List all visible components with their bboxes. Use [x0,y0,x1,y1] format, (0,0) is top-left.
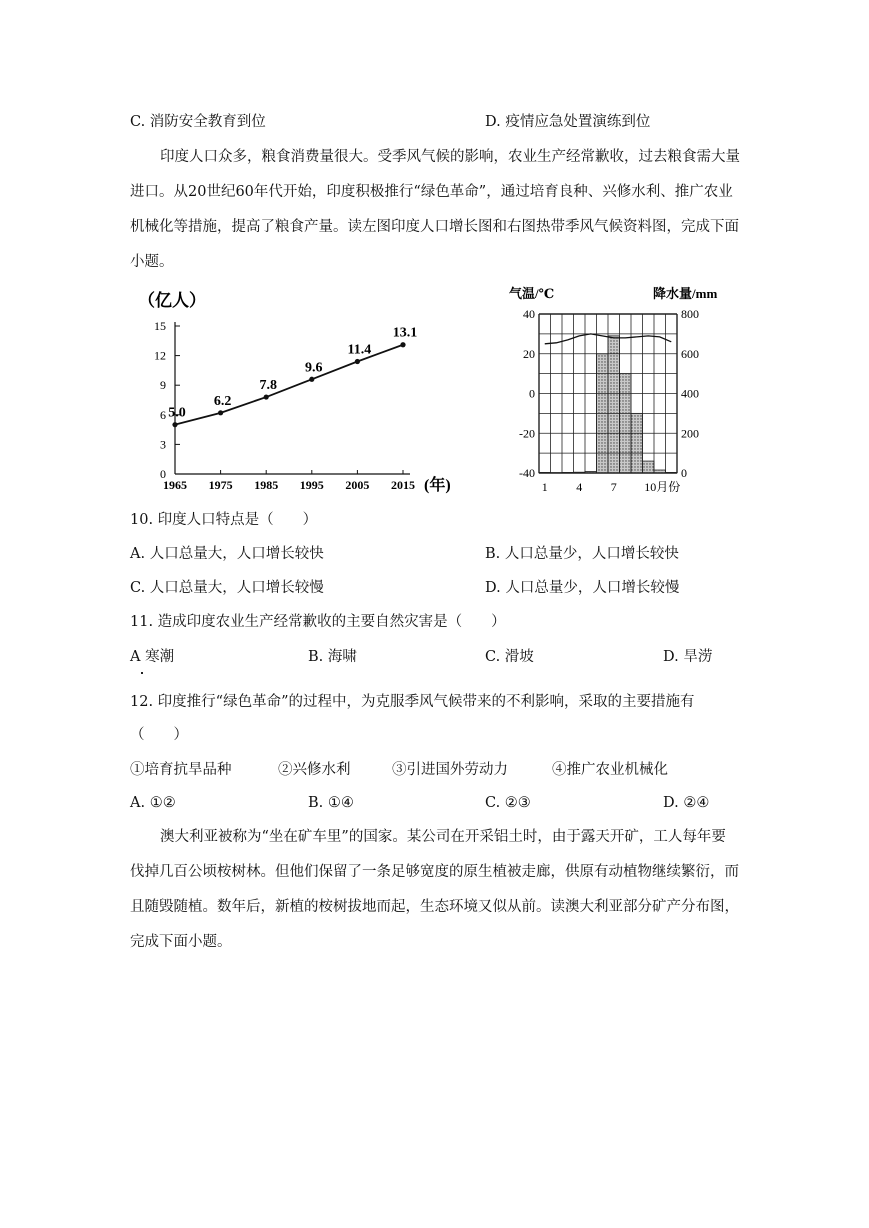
x-tick-label: 7 [610,480,617,494]
y-tick-label: 15 [154,319,166,333]
passage-india-text: 印度人口众多，粮食消费量很大。受季风气候的影响，农业生产经常歉收，过去粮食需大量进口。从20世纪60年代开始，印度积极推行“绿色革命”，通过培育良种、兴修水利、推广农业机械化等措施，提高了粮食产量。读左图印度人口增长图和右图热带季风气候资料图，完成下面小题。 [130,149,740,270]
y-tick-label: 3 [160,437,166,452]
data-label: 5.0 [168,405,186,421]
q12-statement-4: ④推广农业机械化 [552,762,668,778]
left-axis-label: 气温/℃ [509,286,555,301]
x-tick-label: 1985 [254,478,279,492]
left-tick-label: 20 [523,346,535,361]
precipitation-bar [631,413,643,473]
india-population-chart [128,284,468,496]
q10-option-a[interactable]: A. 人口总量大，人口增长较快 [130,546,324,562]
data-label: 9.6 [305,360,323,376]
q11-option-b[interactable]: B. 海啸 [308,649,357,665]
right-tick-label: 200 [681,426,699,441]
precipitation-bar [620,374,632,473]
population-point [309,377,314,382]
q12-option-b[interactable]: B. ①④ [308,795,354,811]
x-axis-label: (年) [424,477,451,494]
x-tick-label: 1975 [208,478,233,492]
right-axis-label: 降水量/mm [653,286,718,301]
x-tick-label: 4 [576,480,583,494]
q10-option-b[interactable]: B. 人口总量少，人口增长较快 [485,546,679,562]
q11-stem: 11. 造成印度农业生产经常歉收的主要自然灾害是（ ） [130,614,506,630]
y-tick-label: 12 [154,348,166,363]
left-tick-label: -40 [519,466,535,480]
precipitation-bar [608,336,620,473]
q12-option-d[interactable]: D. ②④ [663,795,710,811]
q12-stem: 12. 印度推行“绿色革命”的过程中，为克服季风气候带来的不利影响，采取的主要措施有 [130,694,695,710]
q9-option-d: D. 疫情应急处置演练到位 [485,114,651,130]
q12-option-a[interactable]: A. ①② [130,795,176,811]
precipitation-bar [643,461,655,473]
q10-option-c[interactable]: C. 人口总量大，人口增长较慢 [130,580,324,596]
population-point [264,394,269,399]
left-tick-label: -20 [519,426,535,441]
population-point [400,342,405,347]
q12-statement-2: ②兴修水利 [278,762,351,778]
right-tick-label: 800 [681,307,699,321]
data-label: 7.8 [259,378,277,394]
population-point [218,410,223,415]
data-label: 13.1 [392,325,418,341]
y-axis-label: （亿人） [138,291,206,310]
left-tick-label: 40 [523,307,535,321]
q11-option-d[interactable]: D. 旱涝 [663,649,713,665]
right-tick-label: 0 [681,466,687,480]
x-tick-label: 1965 [163,478,187,492]
right-tick-label: 400 [681,386,699,401]
x-tick-label: 2015 [391,478,415,492]
stray-dot [141,672,143,674]
data-label: 11.4 [347,342,372,358]
population-point [355,359,360,364]
q10-stem: 10. 印度人口特点是（ ） [130,512,318,528]
monsoon-climate-chart [505,280,737,498]
x-tick-label: 1 [541,480,548,494]
passage-india [130,140,740,280]
right-tick-label: 600 [681,346,699,361]
q12-statement-3: ③引进国外劳动力 [392,762,508,778]
q12-option-c[interactable]: C. ②③ [485,795,531,811]
x-axis-label: 10月份 [644,480,681,494]
q10-option-d[interactable]: D. 人口总量少，人口增长较慢 [485,580,680,596]
left-tick-label: 0 [529,386,535,401]
q12-stem-paren: （ ） [130,727,188,743]
x-tick-label: 1995 [299,478,324,492]
q11-option-a[interactable]: A 寒潮 [130,649,175,665]
q9-option-c: C. 消防安全教育到位 [130,114,266,130]
population-point [172,422,177,427]
q12-statement-1: ①培育抗旱品种 [130,762,232,778]
x-tick-label: 2005 [345,478,370,492]
passage-australia-text: 澳大利亚被称为“坐在矿车里”的国家。某公司在开采铝土时，由于露天开矿，工人每年要伐掉几百公顷桉树林。但他们保留了一条足够宽度的原生植被走廊，供原有动植物继续繁衍，而且随毁随植。数年后，新植的桉树拔地而起，生态环境又似从前。读澳大利亚部分矿产分布图，完成下面小题。 [130,829,739,950]
y-tick-label: 9 [160,378,166,393]
y-tick-label: 6 [160,407,166,422]
y-tick-label: 0 [160,467,166,481]
data-label: 6.2 [213,393,232,409]
q11-option-c[interactable]: C. 滑坡 [485,649,534,665]
passage-australia [130,820,740,960]
